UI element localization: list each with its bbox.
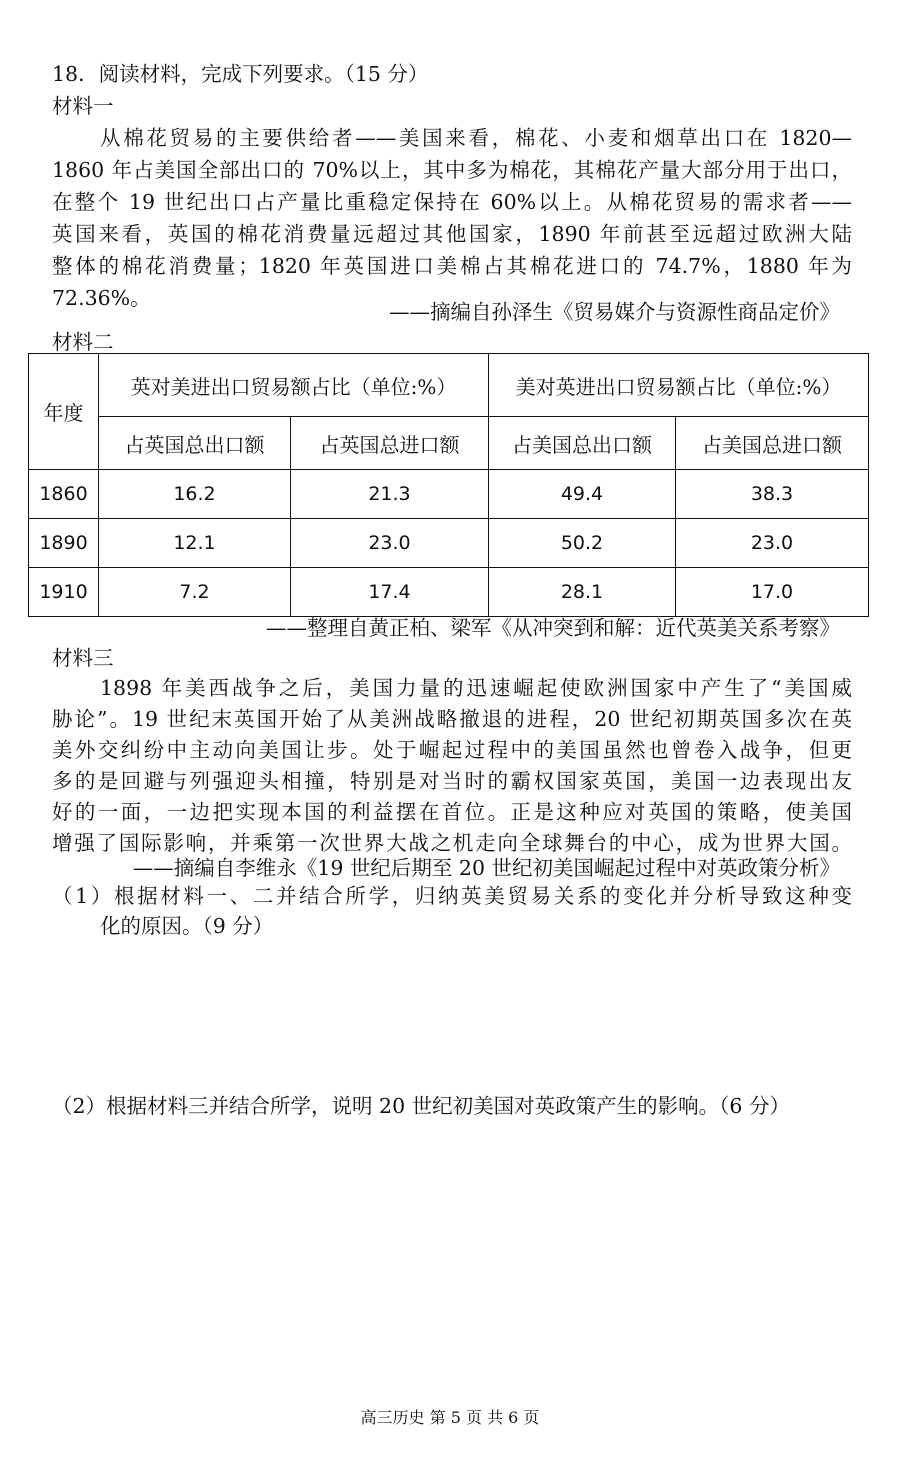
material1-line-2: 1860 年占美国全部出口的 70%以上，其中多为棉花，其棉花产量大部分用于出口， xyxy=(52,158,852,182)
group-header-uk: 英对美进出口贸易额占比（单位:%） xyxy=(99,354,489,417)
question-title: 18．阅读材料，完成下列要求。（15 分） xyxy=(52,62,429,86)
table-cell: 16.2 xyxy=(99,470,291,519)
table-cell: 7.2 xyxy=(99,568,291,617)
subheader-uk-exports: 占英国总出口额 xyxy=(99,417,291,470)
table-cell: 17.4 xyxy=(291,568,489,617)
material1-line-3: 在整个 19 世纪出口占产量比重稳定保持在 60%以上。从棉花贸易的需求者—— xyxy=(52,190,852,214)
year-header: 年度 xyxy=(29,354,99,470)
table-cell: 50.2 xyxy=(489,519,676,568)
row-year: 1860 xyxy=(29,470,99,519)
row-year: 1910 xyxy=(29,568,99,617)
material2-source: ——整理自黄正柏、梁军《从冲突到和解：近代英美关系考察》 xyxy=(266,616,840,640)
subheader-uk-imports: 占英国总进口额 xyxy=(291,417,489,470)
table-row xyxy=(29,568,869,617)
subquestion-1-line-1: （1）根据材料一、二并结合所学，归纳英美贸易关系的变化并分析导致这种变 xyxy=(52,884,852,908)
table-cell: 38.3 xyxy=(676,470,869,519)
material3-line-5: 好的一面，一边把实现本国的利益摆在首位。正是这种应对英国的策略，使美国 xyxy=(52,800,852,824)
material3-line-4: 多的是回避与列强迎头相撞，特别是对当时的霸权国家英国，美国一边表现出友 xyxy=(52,769,852,793)
subheader-us-imports: 占美国总进口额 xyxy=(676,417,869,470)
table-row xyxy=(29,519,869,568)
material3-line-1: 1898 年美西战争之后，美国力量的迅速崛起使欧洲国家中产生了“美国威 xyxy=(100,676,852,700)
row-year: 1890 xyxy=(29,519,99,568)
table-cell: 12.1 xyxy=(99,519,291,568)
table-cell: 49.4 xyxy=(489,470,676,519)
trade-table xyxy=(28,353,869,617)
subquestion-2: （2）根据材料三并结合所学，说明 20 世纪初美国对英政策产生的影响。（6 分） xyxy=(52,1094,790,1118)
material3-line-6: 增强了国际影响，并乘第一次世界大战之机走向全球舞台的中心，成为世界大国。 xyxy=(52,831,852,855)
table-row xyxy=(29,470,869,519)
table-cell: 23.0 xyxy=(291,519,489,568)
material3-line-3: 美外交纠纷中主动向美国让步。处于崛起过程中的美国虽然也曾卷入战争，但更 xyxy=(52,738,852,762)
page-footer: 高三历史 第 5 页 共 6 页 xyxy=(360,1408,540,1427)
material3-label: 材料三 xyxy=(52,646,114,670)
material1-line-4: 英国来看，英国的棉花消费量远超过其他国家，1890 年前甚至远超过欧洲大陆 xyxy=(52,222,852,246)
table-cell: 21.3 xyxy=(291,470,489,519)
material1-source: ——摘编自孙泽生《贸易媒介与资源性商品定价》 xyxy=(389,300,840,324)
subheader-us-exports: 占美国总出口额 xyxy=(489,417,676,470)
table-cell: 17.0 xyxy=(676,568,869,617)
material3-source: ——摘编自李维永《19 世纪后期至 20 世纪初美国崛起过程中对英政策分析》 xyxy=(132,856,840,880)
table-cell: 28.1 xyxy=(489,568,676,617)
material1-line-5: 整体的棉花消费量；1820 年英国进口美棉占其棉花进口的 74.7%，1880 年为 xyxy=(52,254,852,278)
table-cell: 23.0 xyxy=(676,519,869,568)
material1-line-1: 从棉花贸易的主要供给者——美国来看，棉花、小麦和烟草出口在 1820— xyxy=(100,126,852,150)
subquestion-1-line-2: 化的原因。（9 分） xyxy=(100,914,274,938)
material3-line-2: 胁论”。19 世纪末英国开始了从美洲战略撤退的进程，20 世纪初期英国多次在英 xyxy=(52,707,852,731)
material1-line-6: 72.36%。 xyxy=(52,286,151,310)
material2-label: 材料二 xyxy=(52,330,114,354)
group-header-us: 美对英进出口贸易额占比（单位:%） xyxy=(489,354,869,417)
material1-label: 材料一 xyxy=(52,94,114,118)
